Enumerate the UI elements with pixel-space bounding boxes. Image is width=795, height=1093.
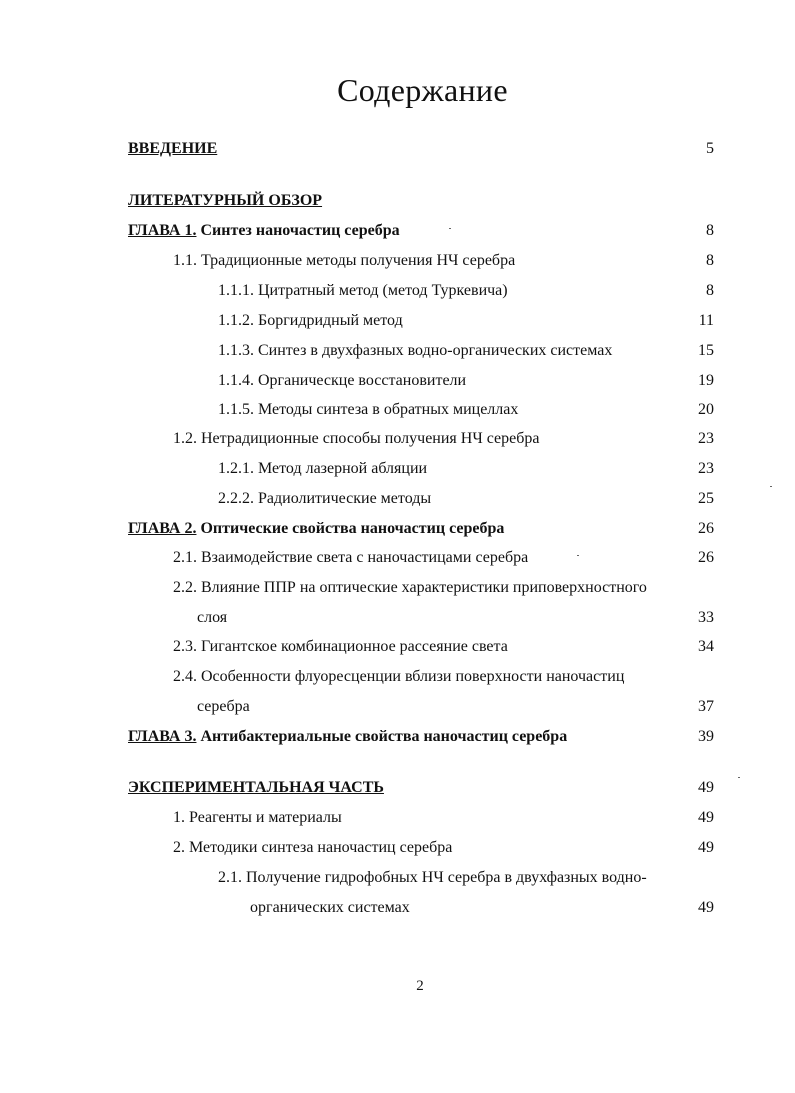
toc-entry-text[interactable] [128, 514, 504, 544]
toc-entry-text[interactable]: серебра [197, 698, 250, 715]
toc-entry-page: 49 [698, 809, 714, 826]
toc-entry-page: 25 [698, 490, 714, 507]
chapter-label: ГЛАВА 1. [128, 222, 197, 239]
chapter-title: Синтез наночастиц серебра [200, 222, 400, 239]
toc-entry-chapter-2[interactable] [0, 514, 795, 544]
toc-entry-page: 37 [698, 698, 714, 715]
toc-entry-text[interactable]: 2.2.2. Радиолитические методы [218, 490, 432, 507]
toc-entry[interactable] [0, 395, 795, 425]
toc-entry-introduction[interactable] [0, 134, 795, 164]
toc-entry-text[interactable]: 2. Методики синтеза наночастиц серебра [173, 839, 453, 856]
toc-entry-page: 39 [698, 728, 714, 745]
toc-entry-page: 8 [706, 222, 714, 239]
toc-entry-text[interactable]: ЛИТЕРАТУРНЫЙ ОБЗОР [128, 192, 323, 209]
toc-entry[interactable] [0, 454, 795, 484]
toc-entry-page: 8 [706, 252, 714, 269]
toc-entry-text[interactable]: 2.1. Получение гидрофобных НЧ серебра в двухфазных водно- [218, 869, 647, 886]
toc-entry[interactable] [0, 662, 795, 692]
toc-entry-page: 34 [698, 638, 714, 655]
toc-entry-page: 23 [698, 460, 714, 477]
toc-entry-page: 8 [706, 282, 714, 299]
chapter-label: ГЛАВА 2. [128, 520, 197, 537]
toc-entry-text[interactable]: 2.4. Особенности флуоресценции вблизи поверхности наночастиц [173, 668, 625, 685]
toc-entry[interactable] [0, 246, 795, 276]
toc-entry-continuation[interactable] [0, 692, 795, 722]
toc-entry-text[interactable]: 1.1.2. Боргидридный метод [218, 312, 403, 329]
toc-entry[interactable] [0, 336, 795, 366]
toc-entry-page: 20 [698, 401, 714, 418]
chapter-title: Оптические свойства наночастиц серебра [200, 520, 505, 537]
toc-entry[interactable] [0, 543, 795, 573]
toc-entry-text[interactable]: 1.1.3. Синтез в двухфазных водно-органических системах [218, 342, 613, 359]
toc-entry-text[interactable]: 1.1.5. Методы синтеза в обратных мицеллах [218, 401, 519, 418]
toc-entry-page: 11 [698, 312, 714, 329]
toc-entry-page: 5 [706, 140, 714, 157]
toc-entry-page: 19 [698, 372, 714, 389]
toc-entry-text[interactable] [128, 722, 567, 752]
toc-entry-page: 49 [698, 779, 714, 796]
scan-speck [770, 486, 772, 487]
toc-entry-text[interactable]: 1. Реагенты и материалы [173, 809, 342, 826]
toc-entry[interactable] [0, 306, 795, 336]
toc-entry-page: 15 [698, 342, 714, 359]
toc-entry-text[interactable]: ЭКСПЕРИМЕНТАЛЬНАЯ ЧАСТЬ [128, 779, 384, 796]
toc-entry-page: 26 [698, 549, 714, 566]
toc-entry-text[interactable] [128, 216, 400, 246]
toc-entry[interactable] [0, 863, 795, 893]
page-number: 2 [416, 978, 424, 994]
toc-entry-text[interactable]: 1.2.1. Метод лазерной абляции [218, 460, 428, 477]
chapter-label: ГЛАВА 3. [128, 728, 197, 745]
toc-entry-page: 33 [698, 609, 714, 626]
toc-entry-text[interactable]: 1.1. Традиционные методы получения НЧ серебра [173, 252, 516, 269]
toc-entry-text[interactable]: 2.2. Влияние ППР на оптические характеристики приповерхностного [173, 579, 647, 596]
toc-entry[interactable] [0, 632, 795, 662]
scan-speck [577, 555, 579, 556]
toc-entry-experimental-part[interactable] [0, 773, 795, 803]
toc-entry-chapter-3[interactable] [0, 722, 795, 752]
toc-entry[interactable] [0, 803, 795, 833]
toc-entry-text[interactable]: 2.3. Гигантское комбинационное рассеяние света [173, 638, 508, 655]
toc-entry-chapter-1[interactable] [0, 216, 795, 246]
toc-entry-text[interactable]: ВВЕДЕНИЕ [128, 140, 218, 157]
toc-entry-text[interactable]: слоя [197, 609, 228, 626]
chapter-title: Антибактериальные свойства наночастиц серебра [200, 728, 568, 745]
toc-entry-continuation[interactable] [0, 893, 795, 923]
toc-entry-continuation[interactable] [0, 603, 795, 633]
toc-entry[interactable] [0, 424, 795, 454]
toc-entry-text[interactable]: органических системах [250, 899, 410, 916]
toc-entry-text[interactable]: 1.1.1. Цитратный метод (метод Туркевича) [218, 282, 508, 299]
toc-entry-text[interactable]: 2.1. Взаимодействие света с наночастицами серебра [173, 549, 529, 566]
toc-entry[interactable] [0, 484, 795, 514]
toc-entry[interactable] [0, 366, 795, 396]
toc-entry-literature-review[interactable] [0, 186, 795, 216]
toc-entry-text[interactable]: 1.1.4. Органическце восстановители [218, 372, 467, 389]
toc-entry-text[interactable]: 1.2. Нетрадиционные способы получения НЧ серебра [173, 430, 540, 447]
toc-entry-page: 49 [698, 839, 714, 856]
scan-speck [738, 777, 740, 778]
page-title: Содержание [337, 72, 508, 108]
toc-entry[interactable] [0, 833, 795, 863]
toc-entry-page: 49 [698, 899, 714, 916]
toc-entry-page: 26 [698, 520, 714, 537]
toc-entry[interactable] [0, 573, 795, 603]
scan-speck [449, 228, 451, 229]
toc-entry[interactable] [0, 276, 795, 306]
toc-entry-page: 23 [698, 430, 714, 447]
